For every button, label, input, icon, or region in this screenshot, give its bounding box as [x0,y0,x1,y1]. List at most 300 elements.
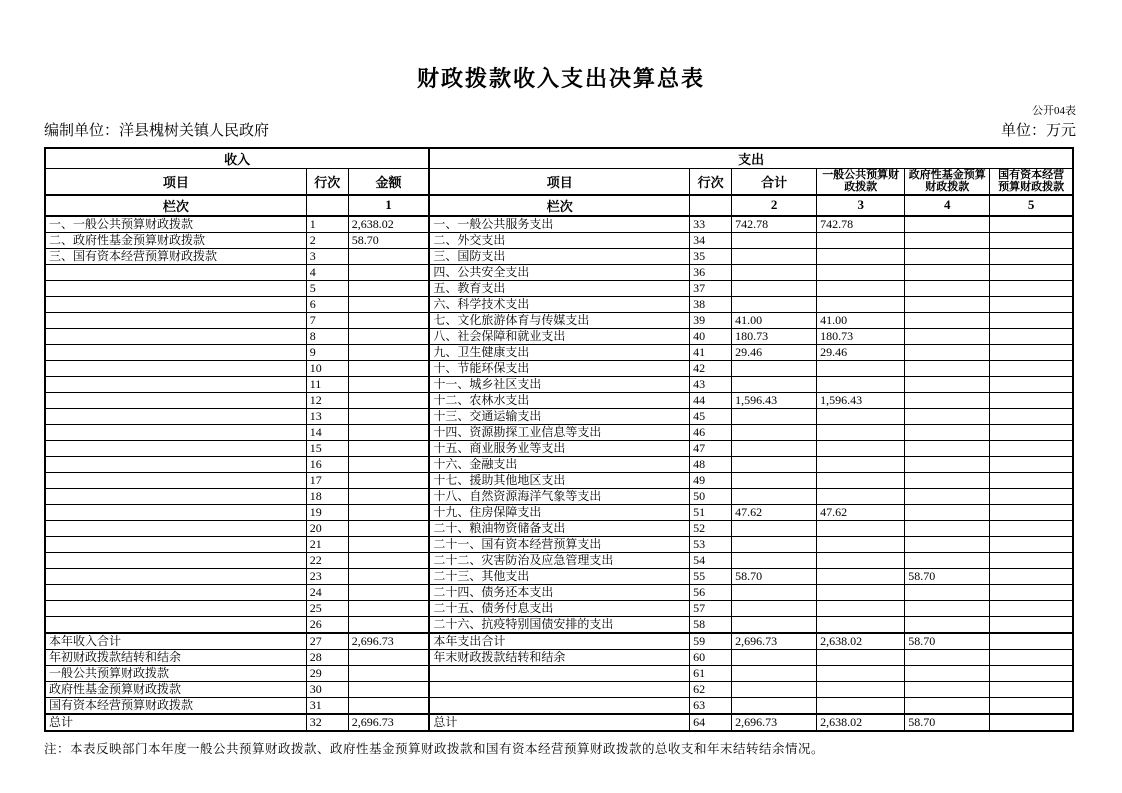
expense-line-cell: 53 [690,536,732,552]
expense-line-cell: 60 [690,649,732,665]
income-line-cell: 20 [306,520,348,536]
colidx-3: 3 [817,195,905,216]
income-line-cell: 21 [306,536,348,552]
expense-item-cell: 九、卫生健康支出 [429,344,689,360]
expense-general-cell: 180.73 [817,328,905,344]
expense-fund-cell [905,408,990,424]
expense-fund-cell [905,360,990,376]
expense-general-cell [817,232,905,248]
income-line-cell: 5 [306,280,348,296]
expense-item-cell: 十八、自然资源海洋气象等支出 [429,488,689,504]
expense-item-cell: 七、文化旅游体育与传媒支出 [429,312,689,328]
expense-general-cell [817,456,905,472]
expense-item-header: 项目 [429,169,689,195]
expense-fund-cell [905,248,990,264]
table-row [45,568,1073,584]
expense-item-cell: 二十五、债务付息支出 [429,600,689,616]
expense-total-cell [732,360,817,376]
expense-fund-cell [905,504,990,520]
expense-total-cell [732,552,817,568]
expense-general-cell: 2,638.02 [817,633,905,650]
expense-item-cell: 十、节能环保支出 [429,360,689,376]
expense-fund-cell [905,344,990,360]
income-item-cell [45,568,306,584]
table-row [45,312,1073,328]
expense-line-cell: 58 [690,616,732,633]
expense-line-cell: 51 [690,504,732,520]
expense-fund-cell [905,584,990,600]
expense-item-cell: 十七、援助其他地区支出 [429,472,689,488]
expense-total-cell [732,296,817,312]
table-row [45,280,1073,296]
income-line-cell: 30 [306,681,348,697]
expense-item-cell: 八、社会保障和就业支出 [429,328,689,344]
expense-item-cell: 二、外交支出 [429,232,689,248]
expense-total-cell: 1,596.43 [732,392,817,408]
expense-line-cell: 61 [690,665,732,681]
income-amount-cell [348,681,429,697]
income-item-cell [45,600,306,616]
expense-fund-cell [905,681,990,697]
expense-total-cell [732,456,817,472]
table-row [45,472,1073,488]
expense-line-cell: 35 [690,248,732,264]
expense-line-cell: 50 [690,488,732,504]
table-row [45,600,1073,616]
table-row [45,456,1073,472]
expense-line-colidx [690,195,732,216]
income-line-cell: 28 [306,649,348,665]
income-amount-cell [348,360,429,376]
income-line-cell: 3 [306,248,348,264]
table-row [45,633,1073,650]
income-amount-cell [348,504,429,520]
table-row [45,296,1073,312]
expense-line-cell: 45 [690,408,732,424]
table-row [45,264,1073,280]
expense-item-cell: 二十、粮油物资储备支出 [429,520,689,536]
expense-general-cell [817,600,905,616]
expense-total-cell [732,408,817,424]
income-amount-cell [348,665,429,681]
income-item-header: 项目 [45,169,306,195]
expense-line-cell: 57 [690,600,732,616]
table-row [45,697,1073,714]
income-line-cell: 31 [306,697,348,714]
table-row [45,408,1073,424]
expense-fund-cell: 58.70 [905,568,990,584]
income-item-cell: 二、政府性基金预算财政拨款 [45,232,306,248]
state-capital-budget-header: 国有资本经营预算财政拨款 [990,169,1073,195]
expense-capital-cell [990,408,1073,424]
expense-item-cell: 十二、农林水支出 [429,392,689,408]
expense-line-cell: 55 [690,568,732,584]
expense-item-cell [429,681,689,697]
income-item-cell [45,376,306,392]
expense-item-cell: 十三、交通运输支出 [429,408,689,424]
expense-item-cell: 十六、金融支出 [429,456,689,472]
income-line-cell: 32 [306,714,348,731]
income-line-cell: 24 [306,584,348,600]
expense-total-header: 合计 [732,169,817,195]
income-amount-cell [348,344,429,360]
income-line-cell: 7 [306,312,348,328]
expense-fund-cell [905,440,990,456]
expense-line-cell: 46 [690,424,732,440]
expense-general-cell [817,376,905,392]
table-row [45,392,1073,408]
expense-fund-cell [905,665,990,681]
expense-fund-cell [905,472,990,488]
expense-general-cell [817,264,905,280]
expense-capital-cell [990,360,1073,376]
expense-capital-cell [990,472,1073,488]
expense-general-cell [817,360,905,376]
column-index-row [45,195,1073,216]
income-amount-cell: 2,638.02 [348,216,429,233]
expense-fund-cell [905,600,990,616]
income-line-cell: 19 [306,504,348,520]
expense-fund-cell [905,488,990,504]
colidx-5: 5 [990,195,1073,216]
table-row [45,552,1073,568]
expense-total-cell: 47.62 [732,504,817,520]
expense-general-cell: 2,638.02 [817,714,905,731]
income-amount-cell [348,424,429,440]
expense-line-cell: 44 [690,392,732,408]
income-item-cell: 一般公共预算财政拨款 [45,665,306,681]
income-line-cell: 14 [306,424,348,440]
expense-capital-cell [990,665,1073,681]
table-row [45,681,1073,697]
expense-general-cell [817,472,905,488]
table-row [45,328,1073,344]
expense-capital-cell [990,232,1073,248]
table-row [45,616,1073,633]
income-item-cell: 三、国有资本经营预算财政拨款 [45,248,306,264]
income-item-cell [45,264,306,280]
income-line-cell: 13 [306,408,348,424]
expense-general-cell: 47.62 [817,504,905,520]
expense-capital-cell [990,633,1073,650]
income-item-cell [45,552,306,568]
expense-item-cell: 十九、住房保障支出 [429,504,689,520]
expense-total-cell: 2,696.73 [732,714,817,731]
expense-total-cell [732,376,817,392]
section-header-row [45,148,1073,169]
expense-capital-cell [990,714,1073,731]
income-amount-cell [348,440,429,456]
expense-total-cell [732,232,817,248]
income-item-cell [45,328,306,344]
table-row [45,424,1073,440]
table-row [45,536,1073,552]
income-amount-cell [348,697,429,714]
expense-fund-cell [905,520,990,536]
income-line-cell: 2 [306,232,348,248]
colidx-1: 1 [348,195,429,216]
expense-total-cell: 29.46 [732,344,817,360]
expense-line-cell: 48 [690,456,732,472]
expense-line-cell: 40 [690,328,732,344]
expense-general-cell [817,280,905,296]
income-amount-cell [348,248,429,264]
income-line-cell: 25 [306,600,348,616]
expense-fund-cell [905,536,990,552]
expense-item-cell: 本年支出合计 [429,633,689,650]
table-row [45,584,1073,600]
income-line-header: 行次 [306,169,348,195]
expense-total-cell [732,264,817,280]
expense-line-cell: 38 [690,296,732,312]
table-row [45,232,1073,248]
table-row [45,520,1073,536]
expense-fund-cell [905,424,990,440]
table-row [45,504,1073,520]
table-row [45,216,1073,233]
income-item-cell [45,584,306,600]
form-code-label: 公开04表 [1032,105,1076,117]
income-amount-cell [348,536,429,552]
income-item-cell [45,408,306,424]
expense-item-cell: 总计 [429,714,689,731]
income-amount-cell [348,616,429,633]
expense-line-cell: 63 [690,697,732,714]
expense-capital-cell [990,344,1073,360]
expense-total-cell [732,536,817,552]
expense-item-cell: 五、教育支出 [429,280,689,296]
income-item-cell [45,280,306,296]
income-item-cell: 总计 [45,714,306,731]
expense-total-cell [732,280,817,296]
expense-general-cell [817,440,905,456]
income-amount-cell [348,552,429,568]
general-budget-header: 一般公共预算财政拨款 [817,169,905,195]
income-item-cell [45,312,306,328]
income-amount-cell [348,408,429,424]
expense-capital-cell [990,697,1073,714]
income-amount-cell [348,280,429,296]
expense-line-cell: 49 [690,472,732,488]
expense-total-cell: 58.70 [732,568,817,584]
income-item-cell: 本年收入合计 [45,633,306,650]
income-colidx-label: 栏次 [45,195,306,216]
expense-general-cell [817,520,905,536]
expense-capital-cell [990,520,1073,536]
income-amount-cell: 2,696.73 [348,633,429,650]
expense-general-cell [817,697,905,714]
expense-fund-cell [905,264,990,280]
expense-capital-cell [990,440,1073,456]
income-amount-cell [348,488,429,504]
income-item-cell [45,472,306,488]
income-line-cell: 27 [306,633,348,650]
unit-label: 单位：万元 [1000,123,1076,139]
table-row [45,360,1073,376]
income-amount-cell [348,520,429,536]
expense-item-cell: 十四、资源勘探工业信息等支出 [429,424,689,440]
expense-item-cell [429,697,689,714]
income-line-cell: 8 [306,328,348,344]
expense-general-cell [817,616,905,633]
income-line-cell: 18 [306,488,348,504]
income-item-cell [45,616,306,633]
income-section-header: 收入 [45,148,429,169]
income-amount-cell [348,472,429,488]
expense-total-cell [732,697,817,714]
income-item-cell [45,424,306,440]
income-line-cell: 10 [306,360,348,376]
income-item-cell [45,440,306,456]
colidx-2: 2 [732,195,817,216]
expense-total-cell [732,424,817,440]
expense-general-cell [817,649,905,665]
expense-item-cell: 十五、商业服务业等支出 [429,440,689,456]
expense-capital-cell [990,616,1073,633]
expense-general-cell [817,488,905,504]
expense-capital-cell [990,456,1073,472]
expense-line-cell: 56 [690,584,732,600]
expense-capital-cell [990,296,1073,312]
expense-item-cell: 二十一、国有资本经营预算支出 [429,536,689,552]
income-line-cell: 15 [306,440,348,456]
income-item-cell [45,296,306,312]
income-line-cell: 12 [306,392,348,408]
income-line-cell: 26 [306,616,348,633]
expense-fund-cell [905,552,990,568]
expense-general-cell [817,296,905,312]
expense-line-cell: 59 [690,633,732,650]
meta-row [44,119,1076,140]
expense-fund-cell [905,232,990,248]
expense-capital-cell [990,568,1073,584]
expense-capital-cell [990,504,1073,520]
expense-item-cell: 四、公共安全支出 [429,264,689,280]
expense-fund-cell [905,312,990,328]
expense-capital-cell [990,376,1073,392]
expense-line-header: 行次 [690,169,732,195]
expense-total-cell: 41.00 [732,312,817,328]
income-amount-cell [348,584,429,600]
income-amount-header: 金额 [348,169,429,195]
table-row [45,344,1073,360]
income-amount-cell [348,600,429,616]
expense-fund-cell [905,456,990,472]
expense-item-cell: 年末财政拨款结转和结余 [429,649,689,665]
income-line-cell: 23 [306,568,348,584]
table-row [45,649,1073,665]
expense-total-cell [732,248,817,264]
income-amount-cell [348,376,429,392]
income-item-cell [45,456,306,472]
table-row [45,248,1073,264]
expense-item-cell: 三、国防支出 [429,248,689,264]
income-line-cell: 9 [306,344,348,360]
income-amount-cell: 58.70 [348,232,429,248]
expense-general-cell: 1,596.43 [817,392,905,408]
income-item-cell [45,392,306,408]
expense-line-cell: 33 [690,216,732,233]
income-line-cell: 17 [306,472,348,488]
income-amount-cell [348,296,429,312]
expense-capital-cell [990,216,1073,233]
expense-general-cell [817,536,905,552]
page-title: 财政拨款收入支出决算总表 [416,66,705,91]
income-item-cell: 国有资本经营预算财政拨款 [45,697,306,714]
income-item-cell [45,488,306,504]
expense-capital-cell [990,488,1073,504]
expense-line-cell: 54 [690,552,732,568]
expense-item-cell: 二十四、债务还本支出 [429,584,689,600]
table-row [45,376,1073,392]
expense-general-cell [817,665,905,681]
prepared-by-label: 编制单位：洋县槐树关镇人民政府 [44,123,270,139]
fiscal-summary-table [44,147,1074,732]
expense-fund-cell [905,649,990,665]
expense-general-cell [817,408,905,424]
income-line-cell: 11 [306,376,348,392]
expense-total-cell: 180.73 [732,328,817,344]
expense-total-cell [732,584,817,600]
expense-fund-cell [905,376,990,392]
expense-colidx-label: 栏次 [429,195,689,216]
expense-line-cell: 36 [690,264,732,280]
expense-line-cell: 64 [690,714,732,731]
expense-total-cell [732,665,817,681]
expense-line-cell: 42 [690,360,732,376]
expense-section-header: 支出 [429,148,1073,169]
income-amount-cell: 2,696.73 [348,714,429,731]
income-item-cell [45,520,306,536]
expense-general-cell [817,568,905,584]
expense-capital-cell [990,552,1073,568]
expense-item-cell [429,665,689,681]
expense-general-cell [817,681,905,697]
table-row [45,714,1073,731]
expense-general-cell [817,248,905,264]
expense-item-cell: 一、一般公共服务支出 [429,216,689,233]
income-line-cell: 29 [306,665,348,681]
expense-fund-cell [905,392,990,408]
expense-line-cell: 47 [690,440,732,456]
expense-line-cell: 52 [690,520,732,536]
expense-capital-cell [990,424,1073,440]
expense-item-cell: 二十二、灾害防治及应急管理支出 [429,552,689,568]
income-line-cell: 1 [306,216,348,233]
expense-fund-cell [905,697,990,714]
expense-line-cell: 43 [690,376,732,392]
expense-item-cell: 二十三、其他支出 [429,568,689,584]
expense-capital-cell [990,600,1073,616]
income-amount-cell [348,568,429,584]
expense-capital-cell [990,392,1073,408]
expense-total-cell [732,681,817,697]
expense-capital-cell [990,584,1073,600]
expense-line-cell: 41 [690,344,732,360]
income-item-cell: 一、一般公共预算财政拨款 [45,216,306,233]
income-line-cell: 22 [306,552,348,568]
income-line-cell: 16 [306,456,348,472]
expense-fund-cell [905,216,990,233]
expense-fund-cell [905,296,990,312]
expense-fund-cell [905,280,990,296]
expense-capital-cell [990,248,1073,264]
expense-capital-cell [990,536,1073,552]
expense-capital-cell [990,280,1073,296]
income-amount-cell [348,312,429,328]
column-header-row [45,169,1073,195]
expense-fund-cell [905,616,990,633]
